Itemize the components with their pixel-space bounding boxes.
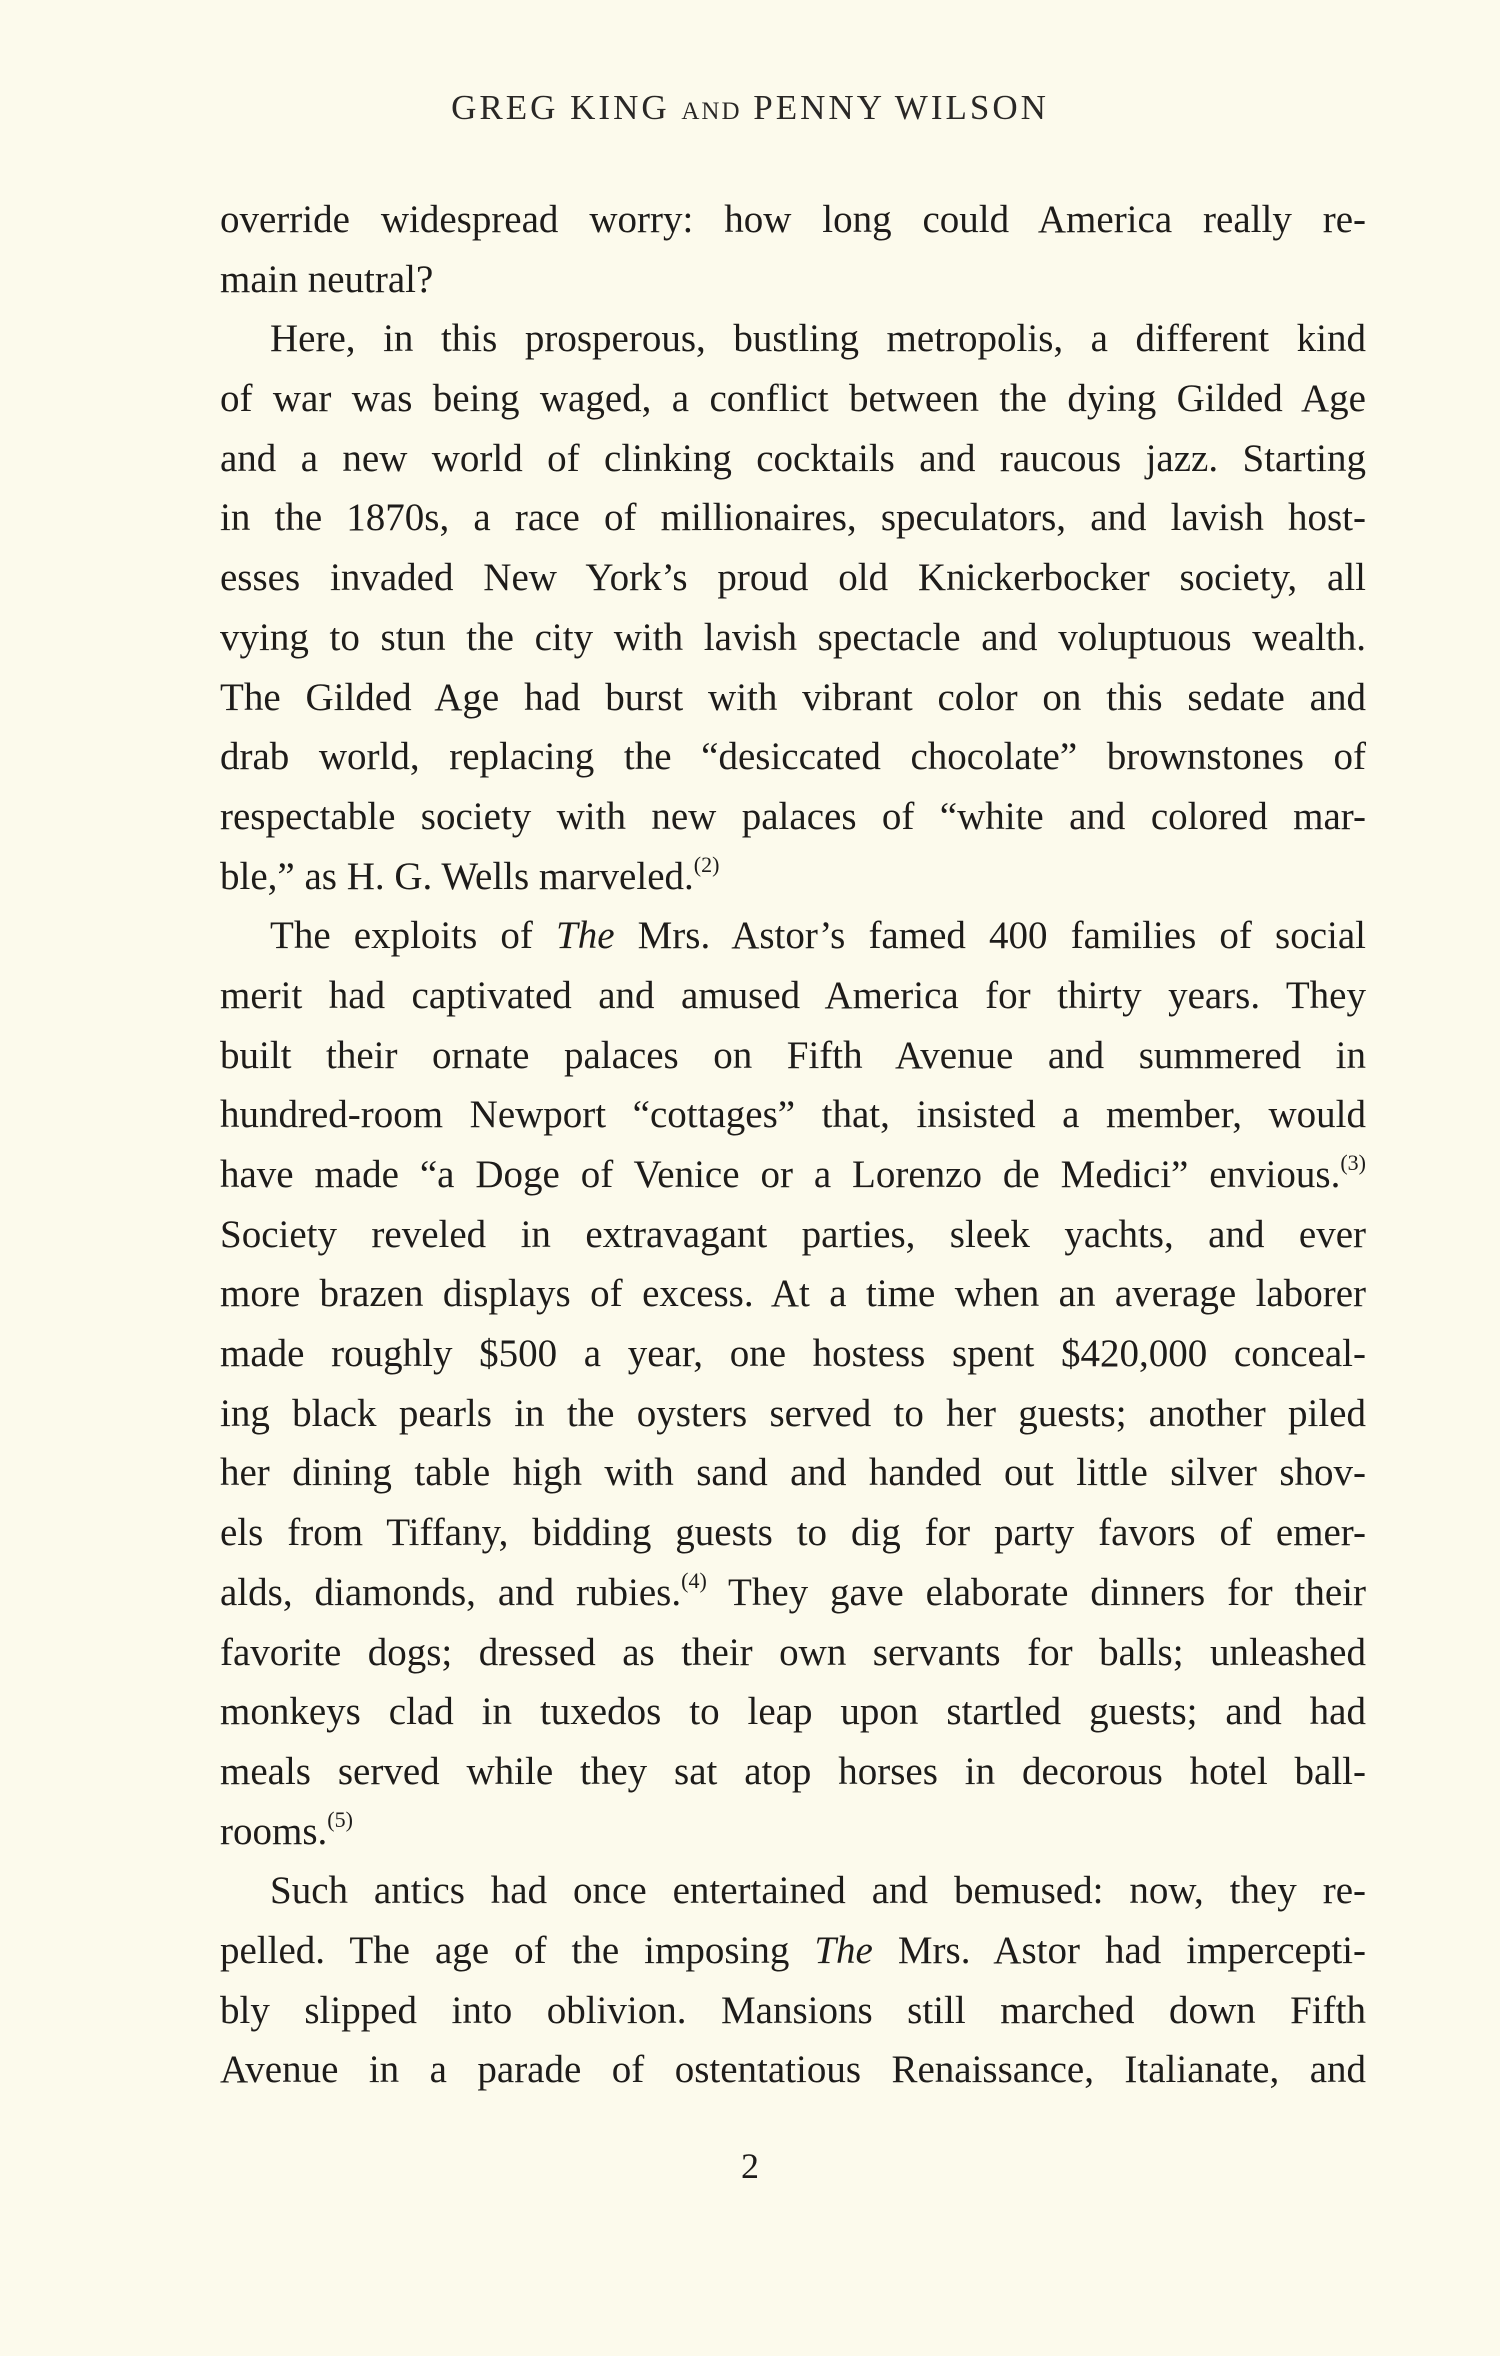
italic-text: The [814, 1928, 873, 1972]
text-line [220, 488, 1366, 548]
text-line [220, 1802, 1366, 1862]
footnote-reference: (4) [681, 1567, 707, 1593]
text-line [220, 1384, 1366, 1444]
text-line [220, 966, 1366, 1026]
text-segment: monkeys clad in tuxedos to leap upon startled guests; and had [220, 1690, 1366, 1734]
text-line [220, 1623, 1366, 1683]
text-segment: merit had captivated and amused America for thirty years. They [220, 973, 1366, 1017]
text-line [220, 906, 1366, 966]
text-line [220, 1205, 1366, 1265]
text-segment: her dining table high with sand and handed out little silver shov- [220, 1451, 1366, 1495]
text-line [220, 608, 1366, 668]
footnote-reference: (5) [327, 1806, 353, 1832]
text-segment: favorite dogs; dressed as their own servants for balls; unleashed [220, 1630, 1366, 1674]
text-line [220, 668, 1366, 728]
text-line [220, 847, 1366, 907]
text-line [220, 1264, 1366, 1324]
text-segment: They gave elaborate dinners for their [706, 1570, 1367, 1614]
text-segment: bly slipped into oblivion. Mansions still marched down Fifth [220, 1988, 1366, 2032]
text-line [220, 1503, 1366, 1563]
text-line [220, 1324, 1366, 1384]
header-conjunction: AND [681, 98, 742, 125]
text-segment: more brazen displays of excess. At a time when an average laborer [220, 1272, 1366, 1316]
text-segment: override widespread worry: how long could America really re- [220, 198, 1366, 241]
text-segment: Society reveled in extravagant parties, sleek yachts, and ever [220, 1212, 1366, 1256]
text-segment: els from Tiffany, bidding guests to dig for party favors of emer- [220, 1511, 1366, 1555]
text-line [220, 1145, 1366, 1205]
text-segment: of war was being waged, a conflict between the dying Gilded Age [220, 377, 1366, 421]
text-segment: in the 1870s, a race of millionaires, speculators, and lavish host- [220, 496, 1366, 540]
text-line [220, 1085, 1366, 1145]
text-segment: Mrs. Astor had impercepti- [872, 1928, 1366, 1972]
text-line [220, 548, 1366, 608]
text-segment: The Gilded Age had burst with vibrant color on this sedate and [220, 675, 1366, 719]
text-line [220, 1921, 1366, 1981]
text-segment: respectable society with new palaces of “white and colored mar- [220, 794, 1366, 838]
footnote-reference: (3) [1340, 1150, 1366, 1175]
text-line [220, 1026, 1366, 1086]
text-segment: meals served while they sat atop horses in decorous hotel ball- [220, 1749, 1366, 1793]
text-line [220, 1682, 1366, 1742]
text-segment: Avenue in a parade of ostentatious Renaissance, Italianate, and [220, 2048, 1366, 2092]
text-segment: and a new world of clinking cocktails and raucous jazz. Starting [220, 436, 1366, 480]
text-segment: made roughly $500 a year, one hostess spent $420,000 conceal- [220, 1332, 1366, 1376]
text-line [220, 429, 1366, 489]
text-line [220, 1742, 1366, 1802]
body-text [220, 190, 1366, 2100]
header-author-2: PENNY WILSON [753, 88, 1049, 127]
text-segment: have made “a Doge of Venice or a Lorenzo de Medici” envious. [220, 1153, 1341, 1196]
text-line [220, 1861, 1366, 1921]
text-segment: ing black pearls in the oysters served to her guests; another piled [220, 1391, 1366, 1435]
text-segment: The exploits of [270, 914, 556, 958]
text-line [220, 309, 1366, 369]
text-segment: Such antics had once entertained and bemused: now, they re- [270, 1869, 1366, 1913]
running-header [0, 88, 1500, 128]
italic-text: The [556, 914, 615, 958]
text-segment: Mrs. Astor’s famed 400 families of social [614, 914, 1366, 958]
text-line [220, 1981, 1366, 2041]
text-segment: drab world, replacing the “desiccated chocolate” brownstones of [220, 735, 1366, 779]
text-line [220, 369, 1366, 429]
text-segment: Here, in this prosperous, bustling metropolis, a different kind [270, 317, 1366, 361]
page-number: 2 [741, 2146, 759, 2186]
footnote-reference: (2) [693, 851, 720, 877]
text-segment: ble,” as H. G. Wells marveled. [220, 854, 694, 898]
text-segment: pelled. The age of the imposing [220, 1928, 815, 1972]
header-author-1: GREG KING [451, 88, 670, 127]
text-segment: main neutral? [220, 257, 434, 301]
text-segment: hundred-room Newport “cottages” that, insisted a member, would [220, 1093, 1366, 1137]
text-line [220, 787, 1366, 847]
text-segment: rooms. [220, 1809, 328, 1853]
text-line [220, 190, 1366, 250]
text-line [220, 727, 1366, 787]
text-segment: vying to stun the city with lavish spectacle and voluptuous wealth. [220, 615, 1366, 659]
text-segment: built their ornate palaces on Fifth Avenue and summered in [220, 1033, 1366, 1077]
text-segment: alds, diamonds, and rubies. [220, 1570, 682, 1614]
text-line [220, 2040, 1366, 2100]
text-line [220, 1443, 1366, 1503]
text-line [220, 1563, 1366, 1623]
text-segment: esses invaded New York’s proud old Knickerbocker society, all [220, 556, 1366, 600]
text-line [220, 250, 1366, 310]
